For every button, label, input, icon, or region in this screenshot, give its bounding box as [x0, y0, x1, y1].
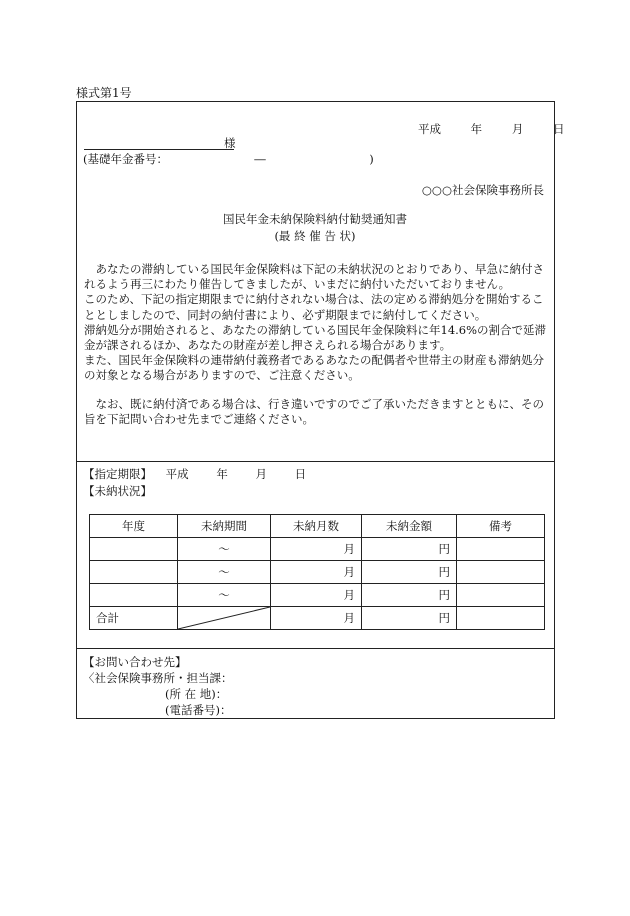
date-month: 月 — [511, 122, 524, 136]
cell-period: ～ — [178, 584, 271, 607]
contact-office: 〈社会保険事務所・担当課： — [83, 671, 233, 685]
divider-deadline — [77, 461, 554, 462]
cell-period: ～ — [178, 561, 271, 584]
date-era: 平成 — [418, 122, 441, 136]
header-fiscal-year: 年度 — [90, 515, 178, 538]
notice-body — [84, 262, 552, 384]
cell-amount: 円 — [362, 561, 457, 584]
table-row — [90, 584, 545, 607]
body-paragraph-1: あなたの滞納している国民年金保険料は下記の未納状況のとおりであり、早急に納付されるよう再三にわたり催告してきましたが、いまだに納付いただいておりません。 — [84, 262, 544, 292]
header-amount: 未納金額 — [362, 515, 457, 538]
cell-remarks — [457, 561, 545, 584]
date-year: 年 — [470, 122, 483, 136]
cell-amount: 円 — [362, 538, 457, 561]
deadline-label: 【指定期限】 — [83, 467, 152, 481]
deadline-row — [83, 466, 306, 482]
body-paragraph-4: また、国民年金保険料の連帯納付義務者であるあなたの配偶者や世帯主の財産も滞納処分の対象となる場合がありますので、ご注意ください。 — [84, 353, 544, 383]
header-months: 未納月数 — [271, 515, 362, 538]
cell-total-months: 月 — [271, 607, 362, 630]
cell-total-label: 合計 — [90, 607, 178, 630]
document-title: 国民年金未納保険料納付勧奨通知書 — [223, 212, 407, 226]
cell-total-amount: 円 — [362, 607, 457, 630]
date-day: 日 — [552, 122, 565, 136]
table-row — [90, 538, 545, 561]
cell-total-period-diagonal — [178, 607, 271, 630]
cell-remarks — [457, 538, 545, 561]
table-total-row — [90, 607, 545, 630]
cell-months: 月 — [271, 538, 362, 561]
deadline-year: 年 — [216, 467, 228, 481]
contact-address: (所 在 地)： — [165, 687, 228, 701]
contact-phone: (電話番号)： — [165, 703, 232, 717]
cell-remarks — [457, 584, 545, 607]
recipient-honorific: 様 — [224, 136, 236, 150]
cell-months: 月 — [271, 584, 362, 607]
body-paragraph-5: なお、既に納付済である場合は、行き違いですのでご了承いただきますとともに、その旨を下記問い合わせ先までご連絡ください。 — [84, 397, 544, 427]
table-row — [90, 561, 545, 584]
deadline-day: 日 — [294, 467, 307, 481]
table-header-row — [90, 515, 545, 538]
document-subtitle: (最 終 催 告 状) — [274, 229, 356, 243]
recipient-name-line — [84, 149, 234, 150]
diagonal-line — [178, 607, 270, 629]
body-paragraph-2: このため、下記の指定期限までに納付されない場合は、法の定める滞納処分を開始することとしましたので、同封の納付書により、必ず期限までに納付してください。 — [84, 292, 544, 322]
cell-fiscal-year — [90, 584, 178, 607]
body-paragraph-3: 滞納処分が開始されると、あなたの滞納している国民年金保険料に年14.6%の割合で延滞金が課されるほか、あなたの財産が差し押さえられる場合があります。 — [84, 322, 547, 353]
sender-office: ○○○社会保険事務所長 — [421, 183, 544, 197]
contact-label: 【お問い合わせ先】 — [83, 655, 187, 669]
arrears-table — [89, 514, 545, 630]
header-remarks: 備考 — [457, 515, 545, 538]
form-number: 様式第1号 — [76, 86, 132, 100]
deadline-era: 平成 — [165, 467, 189, 481]
status-label: 【未納状況】 — [83, 484, 152, 498]
cell-months: 月 — [271, 561, 362, 584]
cell-fiscal-year — [90, 538, 178, 561]
pension-number: (基礎年金番号： ― ) — [83, 152, 374, 166]
cell-total-remarks — [457, 607, 545, 630]
notice-postscript — [84, 397, 552, 427]
divider-contact — [77, 648, 554, 649]
cell-period: ～ — [178, 538, 271, 561]
cell-amount: 円 — [362, 584, 457, 607]
issue-date — [418, 121, 564, 137]
header-period: 未納期間 — [178, 515, 271, 538]
deadline-month: 月 — [255, 467, 267, 481]
cell-fiscal-year — [90, 561, 178, 584]
